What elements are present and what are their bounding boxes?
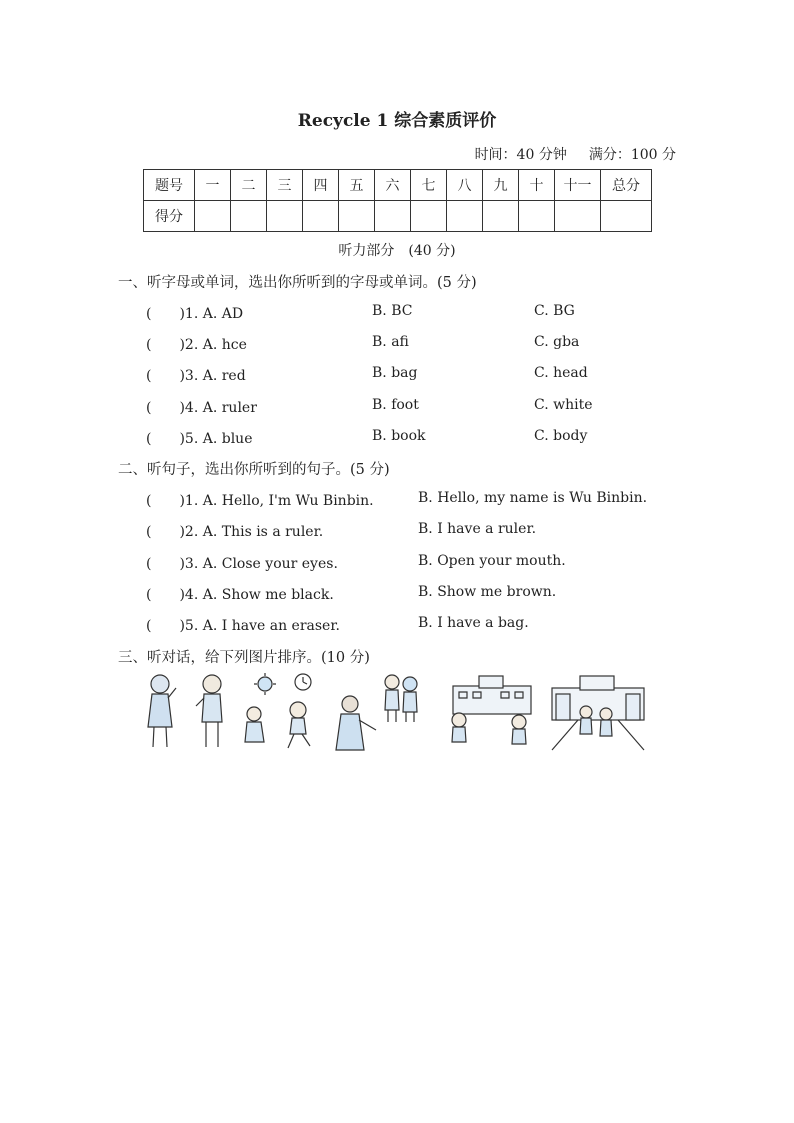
time-limit: 时间：40 分钟 [474,147,567,163]
option-a[interactable]: ( )1. A. AD [146,306,244,322]
score-header-cell: 四 [303,170,339,201]
score-cell[interactable] [447,201,483,232]
full-score: 满分：100 分 [588,147,676,163]
option-a[interactable]: ( )2. A. This is a ruler. [146,524,324,540]
listening-subtitle: 听力部分 (40 分) [338,243,456,259]
score-header-cell: 十一 [555,170,601,201]
option-b[interactable]: B. book [372,428,426,444]
score-cell[interactable] [411,201,447,232]
score-header-cell: 一 [195,170,231,201]
option-a[interactable]: ( )2. A. hce [146,337,247,353]
score-header-row [144,170,652,201]
option-a[interactable]: ( )3. A. Close your eyes. [146,556,338,572]
option-c[interactable]: C. white [534,397,593,413]
option-b[interactable]: B. foot [372,397,419,413]
score-table [143,169,652,232]
option-a[interactable]: ( )5. A. blue [146,431,253,447]
option-a[interactable]: ( )1. A. Hello, I'm Wu Binbin. [146,493,374,509]
option-b[interactable]: B. Show me brown. [418,584,557,600]
option-b[interactable]: B. BC [372,303,413,319]
score-header-cell: 七 [411,170,447,201]
picture-teacher-and-children [330,672,430,752]
option-b[interactable]: B. Hello, my name is Wu Binbin. [418,490,648,506]
section-3-heading: 三、听对话，给下列图片排序。(10 分) [118,650,370,666]
option-a[interactable]: ( )4. A. ruler [146,400,257,416]
score-cell[interactable] [195,201,231,232]
score-cell[interactable] [231,201,267,232]
score-header-cell: 题号 [144,170,195,201]
score-header-cell: 十 [519,170,555,201]
page-title: Recycle 1 综合素质评价 [297,111,497,131]
option-b[interactable]: B. Open your mouth. [418,553,566,569]
score-cell[interactable] [339,201,375,232]
picture-school-gate [548,672,648,752]
picture-school-building [445,672,545,752]
option-c[interactable]: C. body [534,428,588,444]
score-header-cell: 八 [447,170,483,201]
section-1-heading: 一、听字母或单词，选出你所听到的字母或单词。(5 分) [118,275,477,291]
score-header-cell: 五 [339,170,375,201]
exam-meta [475,144,676,164]
score-header-cell: 九 [483,170,519,201]
score-value-row [144,201,652,232]
option-c[interactable]: C. head [534,365,588,381]
option-a[interactable]: ( )4. A. Show me black. [146,587,334,603]
score-header-cell: 六 [375,170,411,201]
score-header-cell: 二 [231,170,267,201]
score-cell[interactable] [375,201,411,232]
option-a[interactable]: ( )5. A. I have an eraser. [146,618,340,634]
score-cell[interactable] [267,201,303,232]
option-b[interactable]: B. I have a ruler. [418,521,537,537]
option-c[interactable]: C. gba [534,334,580,350]
score-cell[interactable] [303,201,339,232]
score-row-label: 得分 [144,201,195,232]
score-cell[interactable] [483,201,519,232]
option-c[interactable]: C. BG [534,303,575,319]
score-cell[interactable] [519,201,555,232]
score-cell[interactable] [555,201,601,232]
option-b[interactable]: B. I have a bag. [418,615,529,631]
option-b[interactable]: B. afi [372,334,409,350]
option-b[interactable]: B. bag [372,365,418,381]
option-a[interactable]: ( )3. A. red [146,368,246,384]
score-total-cell[interactable] [601,201,652,232]
picture-children-greeting [140,672,240,752]
score-header-cell: 三 [267,170,303,201]
score-header-cell: 总分 [601,170,652,201]
section-2-heading: 二、听句子，选出你所听到的句子。(5 分) [118,462,390,478]
picture-morning-scene [240,672,340,752]
